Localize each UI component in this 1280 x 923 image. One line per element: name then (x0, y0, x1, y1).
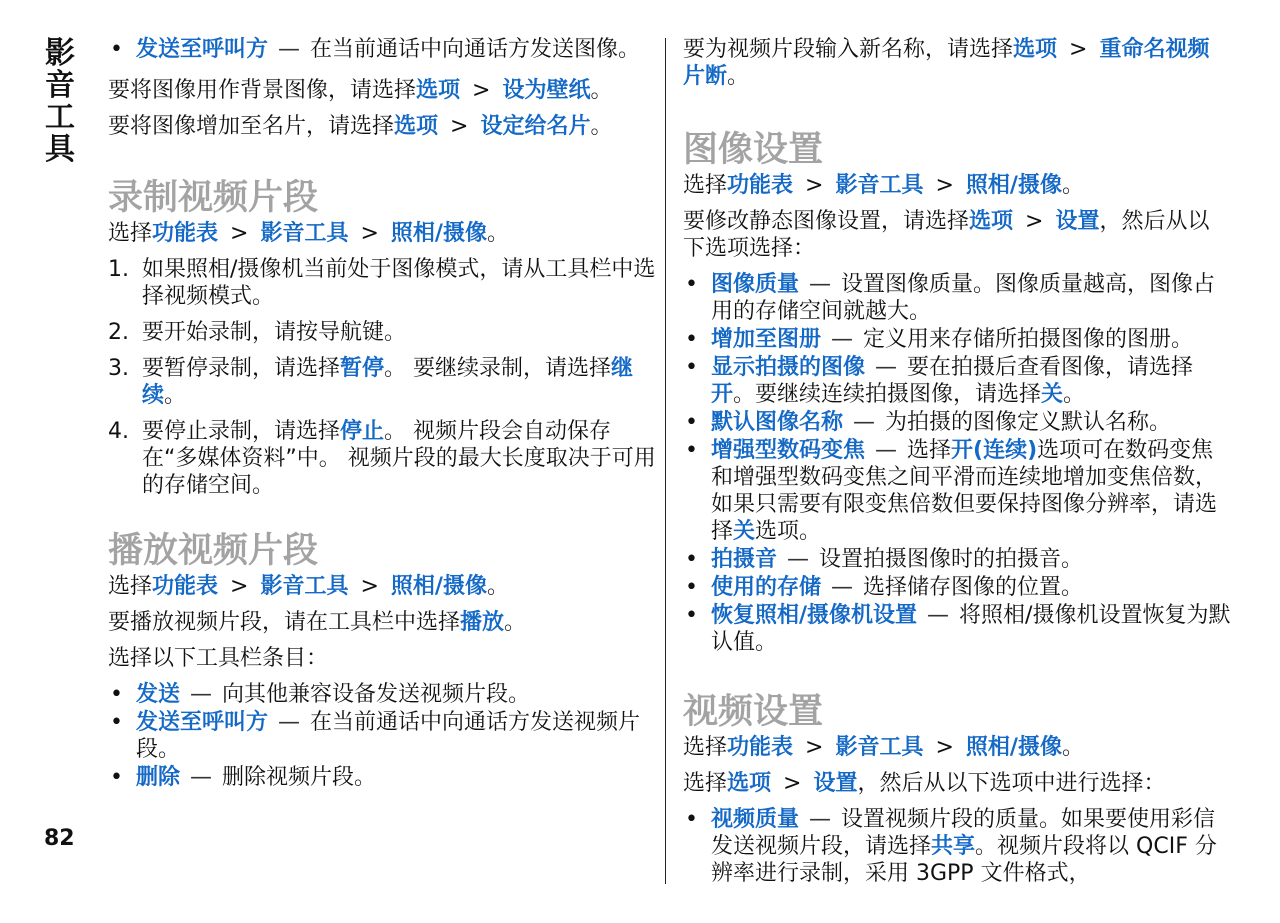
toolbar-items (108, 681, 656, 791)
step-item: 1. 如果照相/摄像机当前处于图像模式，请从工具栏中选择视频模式。 (108, 257, 656, 309)
video-settings-list (683, 806, 1231, 887)
option-term: 发送至呼叫方 (136, 37, 269, 62)
toolbar-intro: 选择以下工具栏条目： (108, 646, 329, 671)
play-menu-path: 选择功能表 > 影音工具 > 照相/摄像。 (108, 574, 509, 599)
list-item: • 默认图像名称 — 为拍摄的图像定义默认名称。 (683, 409, 1231, 436)
video-settings-intro: 选择选项 > 设置，然后从以下选项中进行选择： (683, 771, 1166, 796)
list-item: • 删除 — 删除视频片段。 (108, 764, 656, 791)
list-item: • 图像质量 — 设置图像质量。图像质量越高，图像占用的存储空间就越大。 (683, 271, 1231, 325)
image-menu-path: 选择功能表 > 影音工具 > 照相/摄像。 (683, 173, 1084, 198)
image-settings-intro: 要修改静态图像设置，请选择选项 > 设置，然后从以下选项选择： (683, 209, 1210, 261)
record-steps (108, 256, 656, 499)
record-heading: 录制视频片段 (108, 178, 319, 218)
list-item: • 视频质量 — 设置视频片段的质量。如果要使用彩信发送视频片段，请选择共享。视频片段将以 QCIF 分辨率进行录制，采用 3GPP 文件格式， (683, 806, 1231, 887)
step-item: 3. 要暂停录制，请选择暂停。 要继续录制，请选择继续。 (108, 356, 634, 408)
list-item: • 恢复照相/摄像机设置 — 将照相/摄像机设置恢复为默认值。 (683, 602, 1231, 656)
step-item: 2. 要开始录制，请按导航键。 (108, 320, 407, 345)
record-menu-path: 选择功能表 > 影音工具 > 照相/摄像。 (108, 221, 509, 246)
play-instruction: 要播放视频片段，请在工具栏中选择播放。 (108, 610, 527, 635)
list-item: • 增加至图册 — 定义用来存储所拍摄图像的图册。 (683, 326, 1231, 353)
contact-instruction: 要将图像增加至名片，请选择选项 > 设定给名片。 (108, 114, 613, 139)
column-divider (665, 38, 666, 884)
wallpaper-instruction: 要将图像用作背景图像，请选择选项 > 设为壁纸。 (108, 78, 613, 103)
list-item: • 使用的存储 — 选择储存图像的位置。 (683, 574, 1231, 601)
play-heading: 播放视频片段 (108, 531, 319, 571)
list-item: • 拍摄音 — 设置拍摄图像时的拍摄音。 (683, 546, 1231, 573)
image-settings-list (683, 271, 1231, 656)
image-settings-heading: 图像设置 (683, 130, 824, 170)
page-number: 82 (44, 826, 75, 851)
rename-instruction: 要为视频片段输入新名称，请选择选项 > 重命名视频片断。 (683, 37, 1210, 89)
right-column (683, 36, 1231, 888)
list-item: • 显示拍摄的图像 — 要在拍摄后查看图像，请选择开。要继续连续拍摄图像，请选择关。 (683, 354, 1231, 408)
list-item: • 发送至呼叫方 — 在当前通话中向通话方发送图像。 (108, 36, 656, 63)
list-item: • 增强型数码变焦 — 选择开(连续)选项可在数码变焦和增强型数码变焦之间平滑而连续地增加变焦倍数，如果只需要有限变焦倍数但要保持图像分辨率，请选择关选项。 (683, 437, 1231, 545)
video-menu-path: 选择功能表 > 影音工具 > 照相/摄像。 (683, 735, 1084, 760)
video-settings-heading: 视频设置 (683, 692, 824, 732)
left-column (108, 36, 656, 792)
section-tab: 影音工具 (45, 36, 75, 167)
list-item: • 发送至呼叫方 — 在当前通话中向通话方发送视频片段。 (108, 709, 656, 763)
top-bullet-list (108, 36, 656, 63)
step-item: 4. 要停止录制，请选择停止。 视频片段会自动保存在“多媒体资料”中。 视频片段的最大长度取决于可用的存储空间。 (108, 419, 656, 498)
list-item: • 发送 — 向其他兼容设备发送视频片段。 (108, 681, 656, 708)
